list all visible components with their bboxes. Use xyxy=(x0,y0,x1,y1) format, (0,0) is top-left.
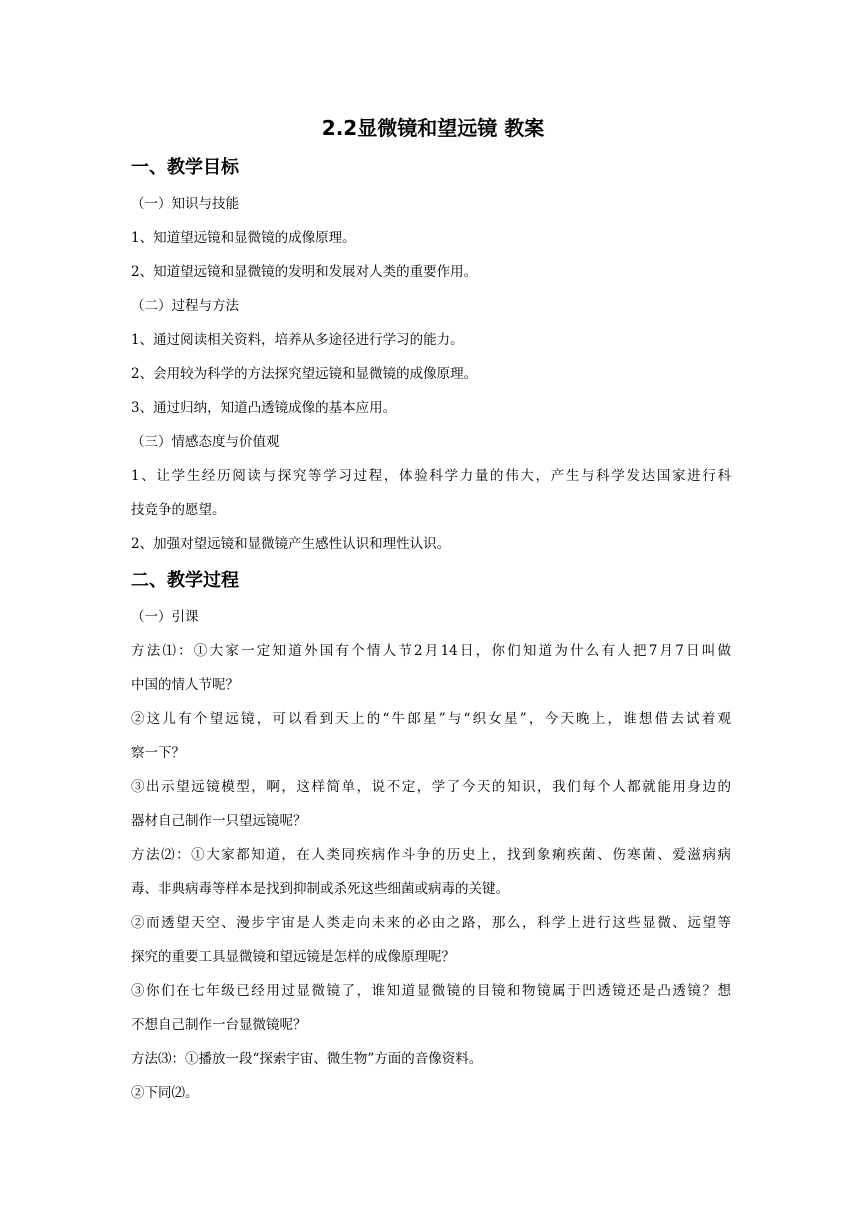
paragraph: 3、通过归纳，知道凸透镜成像的基本应用。 xyxy=(131,400,397,416)
document-page xyxy=(131,110,731,1110)
paragraph: 2、加强对望远镜和显微镜产生感性认识和理性认识。 xyxy=(131,536,451,552)
subheading-process: （二）过程与方法 xyxy=(131,298,239,314)
paragraph-line: 器材自己制作一只望远镜呢？ xyxy=(131,813,307,829)
paragraph-line: 方法⑴：①大家一定知道外国有个情人节2月14日，你们知道为什么有人把7月7日叫做 xyxy=(131,643,731,659)
paragraph: ②下同⑵。 xyxy=(131,1085,199,1101)
paragraph-line: ③出示望远镜模型，啊，这样简单，说不定，学了今天的知识，我们每个人都就能用身边的 xyxy=(131,779,731,795)
subheading-attitude: （三）情感态度与价值观 xyxy=(131,434,280,450)
paragraph-line: ③你们在七年级已经用过显微镜了，谁知道显微镜的目镜和物镜属于凹透镜还是凸透镜？想 xyxy=(131,983,731,999)
subheading-knowledge: （一）知识与技能 xyxy=(131,196,239,212)
paragraph-line: ②而透望天空、漫步宇宙是人类走向未来的必由之路，那么，科学上进行这些显微、远望等 xyxy=(131,915,731,931)
paragraph-line: 技竞争的愿望。 xyxy=(131,502,226,518)
paragraph-line: 察一下？ xyxy=(131,745,185,761)
section-heading-process: 二、教学过程 xyxy=(131,570,239,591)
paragraph-line: ②这儿有个望远镜，可以看到天上的“牛郎星”与“织女星”，今天晚上，谁想借去试着观 xyxy=(131,711,731,727)
paragraph-line: 1、让学生经历阅读与探究等学习过程，体验科学力量的伟大，产生与科学发达国家进行科 xyxy=(131,468,731,484)
paragraph-line: 方法⑵：①大家都知道，在人类同疾病作斗争的历史上，找到象痢疾菌、伤寒菌、爱滋病病 xyxy=(131,847,731,863)
paragraph-line: 毒、非典病毒等样本是找到抑制或杀死这些细菌或病毒的关键。 xyxy=(131,881,509,897)
paragraph-line: 不想自己制作一台显微镜呢？ xyxy=(131,1017,307,1033)
paragraph: 方法⑶：①播放一段“探索宇宙、微生物”方面的音像资料。 xyxy=(131,1051,483,1067)
paragraph-line: 探究的重要工具显微镜和望远镜是怎样的成像原理呢？ xyxy=(131,949,455,965)
paragraph: 1、通过阅读相关资料，培养从多途径进行学习的能力。 xyxy=(131,332,464,348)
paragraph: 1、知道望远镜和显微镜的成像原理。 xyxy=(131,230,356,246)
paragraph: 2、会用较为科学的方法探究望远镜和显微镜的成像原理。 xyxy=(131,366,478,382)
page-title: 2.2显微镜和望远镜 教案 xyxy=(321,116,545,140)
section-heading-objectives: 一、教学目标 xyxy=(131,157,239,178)
paragraph: 2、知道望远镜和显微镜的发明和发展对人类的重要作用。 xyxy=(131,264,478,280)
paragraph-line: 中国的情人节呢？ xyxy=(131,677,239,693)
subheading-intro: （一）引课 xyxy=(131,609,199,625)
